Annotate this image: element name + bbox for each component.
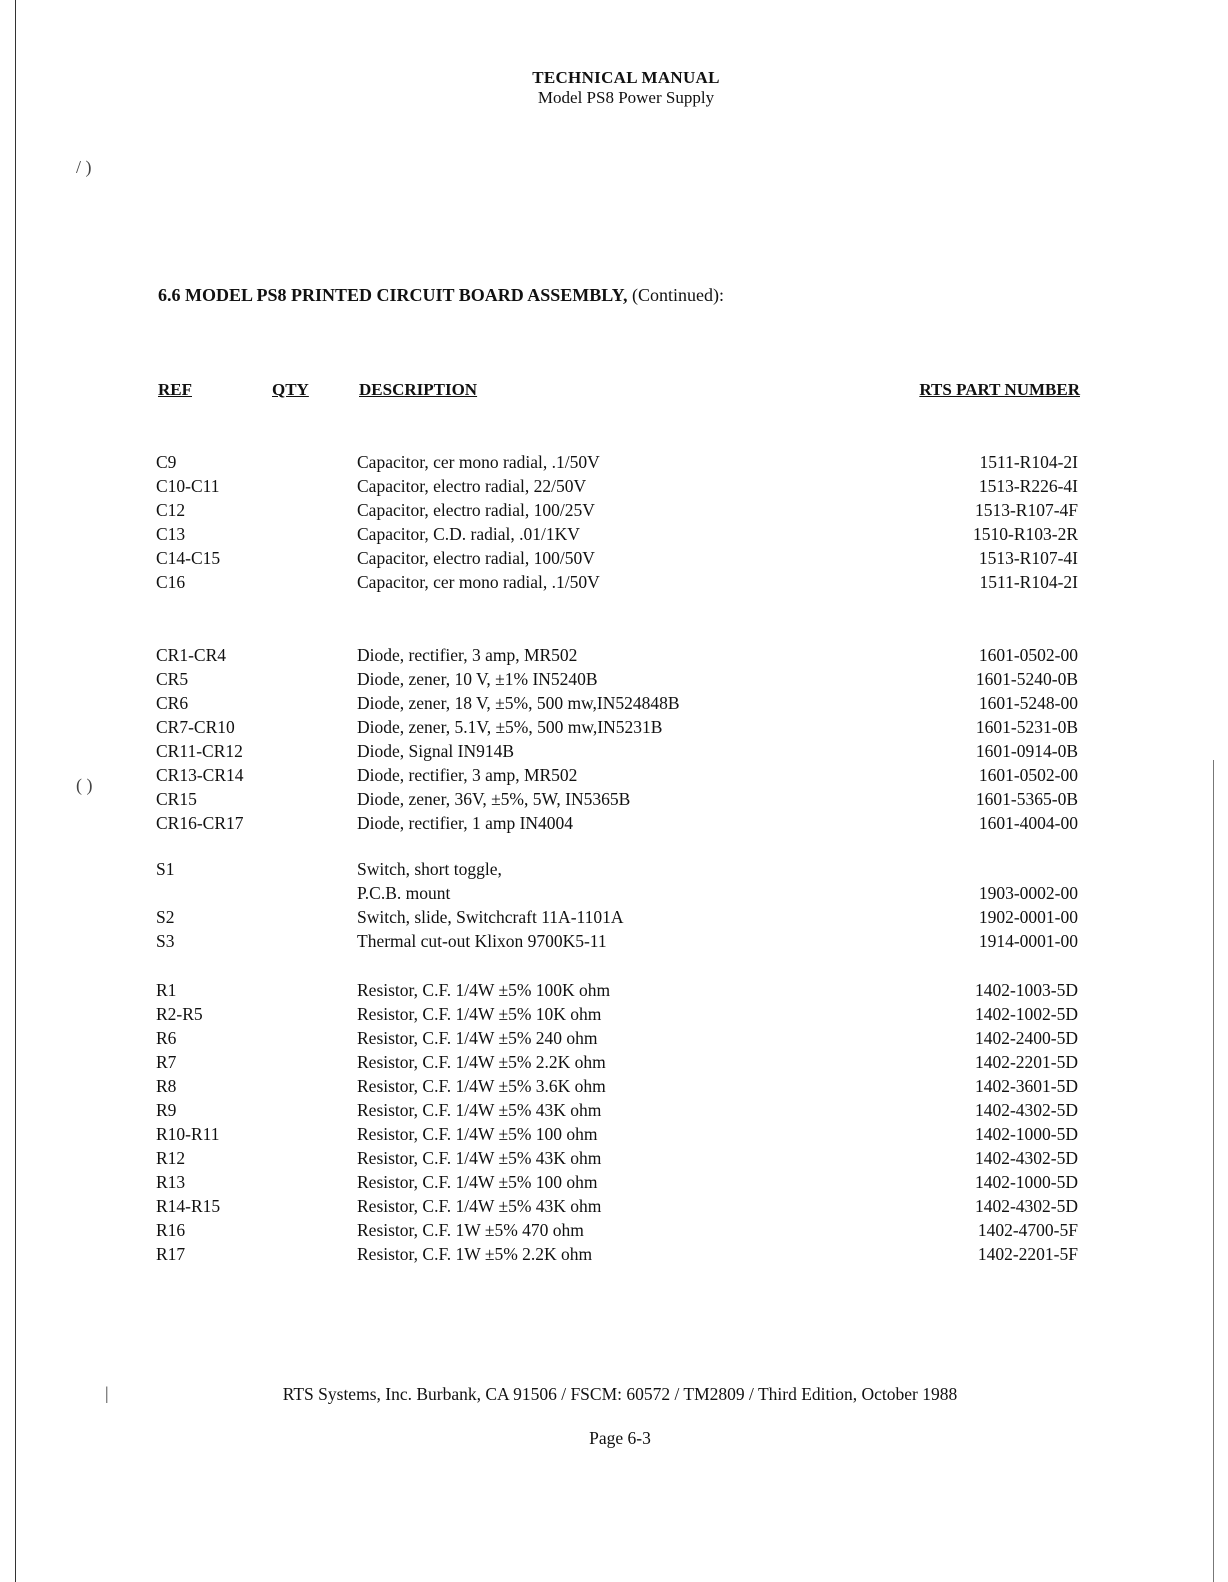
part-number-cell: 1511-R104-2I (979, 452, 1078, 472)
column-header-qty: QTY (272, 380, 309, 399)
table-row (0, 1218, 1228, 1242)
part-number-cell: 1902-0001-00 (978, 907, 1078, 927)
table-row (0, 1074, 1228, 1098)
ref-cell: C9 (156, 452, 177, 472)
part-number-cell: 1513-R107-4I (978, 548, 1078, 568)
description-cell: Diode, rectifier, 3 amp, MR502 (357, 645, 578, 665)
column-header-part-number: RTS PART NUMBER (919, 380, 1080, 399)
column-header-ref: REF (158, 380, 192, 399)
description-cell: Resistor, C.F. 1W ±5% 470 ohm (357, 1220, 584, 1240)
column-header-description: DESCRIPTION (359, 380, 478, 399)
part-number-cell: 1513-R107-4F (974, 500, 1078, 520)
part-number-cell: 1402-4302-5D (974, 1148, 1078, 1168)
table-row (0, 1146, 1228, 1170)
description-cell: Switch, slide, Switchcraft 11A-1101A (357, 907, 624, 927)
ref-cell: CR5 (156, 669, 189, 689)
part-number-cell: 1601-5248-00 (978, 693, 1078, 713)
manual-title: TECHNICAL MANUAL (532, 68, 720, 87)
table-row (0, 787, 1228, 811)
footer-company-line: RTS Systems, Inc. Burbank, CA 91506 / FSCM: 60572 / TM2809 / Third Edition, October 1988 (282, 1384, 958, 1404)
part-number-cell: 1601-5231-0B (975, 717, 1078, 737)
ref-cell: C10-C11 (156, 476, 220, 496)
part-number-cell: 1402-2400-5D (974, 1028, 1078, 1048)
description-cell: Resistor, C.F. 1/4W ±5% 100 ohm (357, 1124, 598, 1144)
description-cell: Thermal cut-out Klixon 9700K5-11 (357, 931, 607, 951)
table-row (0, 498, 1228, 522)
description-cell: Resistor, C.F. 1/4W ±5% 10K ohm (357, 1004, 602, 1024)
description-cell: P.C.B. mount (357, 883, 451, 903)
ref-cell: S1 (156, 859, 175, 879)
ref-cell: R12 (156, 1148, 186, 1168)
ref-cell: CR6 (156, 693, 189, 713)
section-title: 6.6 MODEL PS8 PRINTED CIRCUIT BOARD ASSEMBLY, (158, 285, 628, 305)
table-row (0, 1002, 1228, 1026)
table-row (0, 1122, 1228, 1146)
ref-cell: R13 (156, 1172, 186, 1192)
table-row (0, 715, 1228, 739)
table-row (0, 643, 1228, 667)
section-continued: (Continued): (627, 285, 724, 305)
table-row (0, 691, 1228, 715)
description-cell: Resistor, C.F. 1W ±5% 2.2K ohm (357, 1244, 593, 1264)
table-row (0, 1194, 1228, 1218)
table-row (0, 1050, 1228, 1074)
table-row (0, 929, 1228, 953)
scan-mark-middle: ( ) (76, 775, 93, 795)
part-number-cell: 1601-5365-0B (975, 789, 1078, 809)
table-row (0, 474, 1228, 498)
part-number-cell: 1914-0001-00 (978, 931, 1078, 951)
table-row (0, 522, 1228, 546)
ref-cell: R1 (156, 980, 177, 1000)
ref-cell: S3 (156, 931, 175, 951)
part-number-cell: 1402-2201-5F (977, 1244, 1078, 1264)
part-number-cell: 1601-0502-00 (978, 645, 1078, 665)
part-number-cell: 1402-4700-5F (977, 1220, 1078, 1240)
table-row (0, 546, 1228, 570)
table-row (0, 978, 1228, 1002)
description-cell: Diode, zener, 36V, ±5%, 5W, IN5365B (357, 789, 631, 809)
description-cell: Resistor, C.F. 1/4W ±5% 100 ohm (357, 1172, 598, 1192)
table-row (0, 811, 1228, 835)
scan-mark-top: / ) (76, 157, 92, 177)
description-cell: Capacitor, electro radial, 22/50V (357, 476, 587, 496)
section-heading (158, 285, 724, 306)
description-cell: Resistor, C.F. 1/4W ±5% 3.6K ohm (357, 1076, 606, 1096)
part-number-cell: 1601-4004-00 (978, 813, 1078, 833)
table-row (0, 1242, 1228, 1266)
description-cell: Capacitor, electro radial, 100/50V (357, 548, 595, 568)
manual-subtitle: Model PS8 Power Supply (537, 88, 715, 107)
description-cell: Capacitor, electro radial, 100/25V (357, 500, 595, 520)
table-row (0, 450, 1228, 474)
part-number-cell: 1510-R103-2R (973, 524, 1078, 544)
part-number-cell: 1513-R226-4I (978, 476, 1078, 496)
table-row (0, 881, 1228, 905)
description-cell: Capacitor, C.D. radial, .01/1KV (357, 524, 580, 544)
part-number-cell: 1402-2201-5D (974, 1052, 1078, 1072)
ref-cell: R8 (156, 1076, 177, 1096)
part-number-cell: 1601-0914-0B (975, 741, 1078, 761)
part-number-cell: 1402-3601-5D (974, 1076, 1078, 1096)
table-row (0, 667, 1228, 691)
ref-cell: R10-R11 (156, 1124, 220, 1144)
part-number-cell: 1601-5240-0B (975, 669, 1078, 689)
part-number-cell: 1402-1000-5D (974, 1172, 1078, 1192)
table-row (0, 1026, 1228, 1050)
scan-mark-bottom: | (105, 1383, 109, 1403)
part-number-cell: 1402-1002-5D (974, 1004, 1078, 1024)
description-cell: Diode, rectifier, 3 amp, MR502 (357, 765, 578, 785)
description-cell: Resistor, C.F. 1/4W ±5% 43K ohm (357, 1148, 602, 1168)
ref-cell: R6 (156, 1028, 177, 1048)
description-cell: Capacitor, cer mono radial, .1/50V (357, 452, 600, 472)
ref-cell: R16 (156, 1220, 186, 1240)
table-row (0, 763, 1228, 787)
ref-cell: C14-C15 (156, 548, 221, 568)
description-cell: Diode, rectifier, 1 amp IN4004 (357, 813, 574, 833)
document-header (0, 68, 1228, 108)
description-cell: Resistor, C.F. 1/4W ±5% 43K ohm (357, 1196, 602, 1216)
table-row (0, 1170, 1228, 1194)
page-number: Page 6-3 (589, 1428, 651, 1448)
table-row (0, 570, 1228, 594)
part-number-cell: 1402-1000-5D (974, 1124, 1078, 1144)
description-cell: Diode, zener, 10 V, ±1% IN5240B (357, 669, 598, 689)
description-cell: Switch, short toggle, (357, 859, 502, 879)
ref-cell: R9 (156, 1100, 177, 1120)
ref-cell: CR1-CR4 (156, 645, 227, 665)
description-cell: Diode, zener, 18 V, ±5%, 500 mw,IN524848B (357, 693, 680, 713)
part-number-cell: 1402-4302-5D (974, 1100, 1078, 1120)
ref-cell: R7 (156, 1052, 177, 1072)
description-cell: Diode, zener, 5.1V, ±5%, 500 mw,IN5231B (357, 717, 663, 737)
part-number-cell: 1402-4302-5D (974, 1196, 1078, 1216)
description-cell: Capacitor, cer mono radial, .1/50V (357, 572, 600, 592)
ref-cell: CR7-CR10 (156, 717, 235, 737)
description-cell: Resistor, C.F. 1/4W ±5% 100K ohm (357, 980, 611, 1000)
part-number-cell: 1402-1003-5D (974, 980, 1078, 1000)
ref-cell: CR15 (156, 789, 197, 809)
part-number-cell: 1903-0002-00 (978, 883, 1078, 903)
description-cell: Resistor, C.F. 1/4W ±5% 240 ohm (357, 1028, 598, 1048)
description-cell: Resistor, C.F. 1/4W ±5% 43K ohm (357, 1100, 602, 1120)
table-row (0, 1098, 1228, 1122)
ref-cell: CR16-CR17 (156, 813, 244, 833)
table-row (0, 739, 1228, 763)
table-row (0, 857, 1228, 881)
table-row (0, 905, 1228, 929)
ref-cell: R14-R15 (156, 1196, 221, 1216)
ref-cell: S2 (156, 907, 175, 927)
ref-cell: R17 (156, 1244, 186, 1264)
ref-cell: C16 (156, 572, 186, 592)
part-number-cell: 1511-R104-2I (979, 572, 1078, 592)
description-cell: Diode, Signal IN914B (357, 741, 515, 761)
ref-cell: CR13-CR14 (156, 765, 244, 785)
part-number-cell: 1601-0502-00 (978, 765, 1078, 785)
ref-cell: C13 (156, 524, 186, 544)
ref-cell: CR11-CR12 (156, 741, 243, 761)
ref-cell: C12 (156, 500, 186, 520)
description-cell: Resistor, C.F. 1/4W ±5% 2.2K ohm (357, 1052, 606, 1072)
ref-cell: R2-R5 (156, 1004, 203, 1024)
